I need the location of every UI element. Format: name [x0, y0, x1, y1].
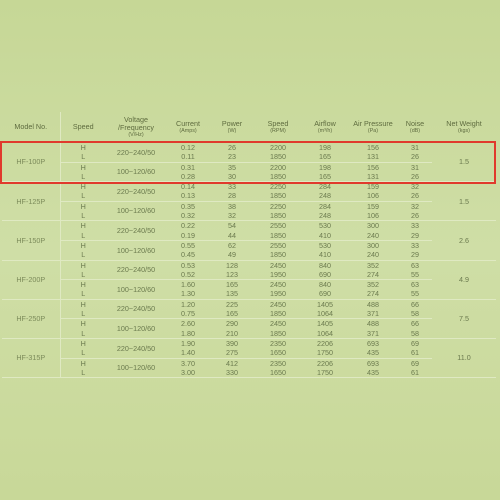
speed-cell: H	[80, 319, 86, 329]
pressure-cell: 693	[367, 358, 379, 368]
table-row	[2, 299, 496, 309]
airflow-cell: 1064	[302, 309, 348, 319]
power-cell: 128	[226, 260, 238, 270]
current-cell: 0.53	[181, 260, 195, 270]
noise-cell: 66	[411, 299, 419, 309]
speed-cell: H	[80, 299, 86, 309]
current-cell: 0.31	[181, 162, 195, 172]
noise-cell: 58	[398, 309, 432, 319]
airflow-cell: 840	[319, 280, 331, 290]
current-cell: 3.70	[181, 358, 195, 368]
table-row	[2, 280, 496, 290]
power-cell: 30	[210, 172, 254, 182]
airflow-cell: 840	[319, 260, 331, 270]
current-cell: 1.90	[181, 338, 195, 348]
power-cell: 32	[210, 211, 254, 221]
current-cell: 1.30	[166, 289, 210, 299]
table-row	[2, 211, 496, 221]
voltage-cell: 100~120/60	[106, 358, 166, 378]
airflow-cell: 530	[319, 240, 331, 250]
power-cell: 38	[228, 201, 236, 211]
pressure-cell: 352	[367, 280, 379, 290]
airflow-cell: 1405	[317, 299, 333, 309]
table-row	[2, 162, 496, 172]
current-cell: 1.60	[181, 280, 195, 290]
noise-cell: 29	[398, 250, 432, 260]
voltage-cell: 220~240/50	[106, 182, 166, 202]
fan-spec-table	[2, 112, 496, 378]
model-number-cell: HF-150P	[2, 221, 60, 260]
airflow-cell: 284	[319, 182, 331, 192]
column-header-label: Noise	[405, 118, 425, 128]
speed-cell: H	[80, 221, 86, 231]
pressure-cell: 274	[348, 289, 398, 299]
noise-cell: 26	[398, 172, 432, 182]
speed-cell: L	[60, 250, 106, 260]
rpm-cell: 2250	[270, 182, 286, 192]
current-cell: 0.28	[166, 172, 210, 182]
column-header-label: Model No.	[14, 121, 48, 131]
pressure-cell: 106	[348, 191, 398, 201]
power-cell: 33	[228, 182, 236, 192]
speed-cell: L	[60, 152, 106, 162]
airflow-cell: 165	[302, 152, 348, 162]
table-row	[2, 240, 496, 250]
column-header	[210, 112, 254, 143]
table-row	[2, 172, 496, 182]
column-header-unit: (V/Hz)	[128, 132, 144, 139]
noise-cell: 69	[411, 338, 419, 348]
column-header-unit: (kgs)	[458, 128, 470, 135]
speed-cell: L	[60, 172, 106, 182]
airflow-cell: 1750	[302, 368, 348, 378]
speed-cell: L	[60, 270, 106, 280]
pressure-cell: 435	[348, 368, 398, 378]
pressure-cell: 131	[348, 172, 398, 182]
voltage-cell: 100~120/60	[106, 319, 166, 339]
net-weight-cell: 4.9	[432, 260, 496, 299]
current-cell: 0.75	[166, 309, 210, 319]
table-row	[2, 152, 496, 162]
table-row	[2, 338, 496, 348]
model-number-cell: HF-125P	[2, 182, 60, 221]
net-weight-cell: 1.5	[432, 143, 496, 182]
noise-cell: 33	[411, 221, 419, 231]
airflow-cell: 248	[302, 191, 348, 201]
rpm-cell: 1850	[254, 250, 302, 260]
column-header-label: Air Pressure	[353, 118, 393, 128]
column-header	[106, 112, 166, 143]
rpm-cell: 2350	[270, 358, 286, 368]
model-number-cell: HF-100P	[2, 143, 60, 182]
speed-cell: H	[80, 143, 86, 152]
voltage-cell: 220~240/50	[106, 143, 166, 163]
speed-cell: L	[60, 289, 106, 299]
voltage-cell: 220~240/50	[106, 338, 166, 358]
column-header-unit: (dB)	[409, 128, 421, 135]
noise-cell: 26	[398, 152, 432, 162]
model-number-cell: HF-200P	[2, 260, 60, 299]
pressure-cell: 488	[367, 319, 379, 329]
table-row	[2, 270, 496, 280]
power-cell: 23	[210, 152, 254, 162]
noise-cell: 61	[398, 348, 432, 358]
column-header	[348, 112, 398, 143]
table-row	[2, 319, 496, 329]
table-row	[2, 348, 496, 358]
pressure-cell: 371	[348, 309, 398, 319]
current-cell: 3.00	[166, 368, 210, 378]
noise-cell: 63	[411, 260, 419, 270]
current-cell: 0.19	[166, 231, 210, 241]
power-cell: 62	[228, 240, 236, 250]
table-row	[2, 182, 496, 192]
rpm-cell: 2200	[270, 143, 286, 152]
table-body	[2, 143, 496, 378]
table-row	[2, 289, 496, 299]
noise-cell: 66	[411, 319, 419, 329]
noise-cell: 31	[411, 143, 419, 152]
airflow-cell: 530	[319, 221, 331, 231]
pressure-cell: 159	[367, 201, 379, 211]
power-cell: 35	[228, 162, 236, 172]
power-cell: 330	[210, 368, 254, 378]
airflow-cell: 1405	[317, 319, 333, 329]
rpm-cell: 2450	[270, 280, 286, 290]
rpm-cell: 1650	[254, 368, 302, 378]
table-row	[2, 309, 496, 319]
voltage-cell: 220~240/50	[106, 221, 166, 241]
airflow-cell: 2206	[317, 358, 333, 368]
table-row	[2, 191, 496, 201]
table-row	[2, 250, 496, 260]
pressure-cell: 300	[367, 240, 379, 250]
current-cell: 0.14	[181, 182, 195, 192]
voltage-cell: 100~120/60	[106, 162, 166, 182]
airflow-cell: 410	[302, 231, 348, 241]
column-header-label: Airflow	[314, 118, 336, 128]
table-row	[2, 201, 496, 211]
airflow-cell: 165	[302, 172, 348, 182]
current-cell: 0.22	[181, 221, 195, 231]
noise-cell: 32	[411, 182, 419, 192]
column-header-unit: (Amps)	[179, 128, 197, 135]
column-header-label: Current	[176, 118, 200, 128]
table-row	[2, 368, 496, 378]
speed-cell: H	[80, 201, 86, 211]
current-cell: 0.45	[166, 250, 210, 260]
power-cell: 49	[210, 250, 254, 260]
current-cell: 0.13	[166, 191, 210, 201]
power-cell: 165	[226, 280, 238, 290]
power-cell: 28	[210, 191, 254, 201]
power-cell: 210	[210, 329, 254, 339]
pressure-cell: 131	[348, 152, 398, 162]
pressure-cell: 488	[367, 299, 379, 309]
noise-cell: 58	[398, 329, 432, 339]
noise-cell: 31	[411, 162, 419, 172]
speed-cell: L	[60, 191, 106, 201]
column-header	[60, 112, 106, 143]
rpm-cell: 2550	[270, 240, 286, 250]
speed-cell: L	[60, 348, 106, 358]
speed-cell: L	[60, 309, 106, 319]
table-row	[2, 329, 496, 339]
airflow-cell: 248	[302, 211, 348, 221]
pressure-cell: 240	[348, 250, 398, 260]
airflow-cell: 1750	[302, 348, 348, 358]
rpm-cell: 1850	[254, 329, 302, 339]
pressure-cell: 106	[348, 211, 398, 221]
noise-cell: 26	[398, 191, 432, 201]
speed-cell: H	[80, 182, 86, 192]
power-cell: 275	[210, 348, 254, 358]
speed-cell: L	[60, 211, 106, 221]
table-row	[2, 358, 496, 368]
header-row	[2, 112, 496, 143]
pressure-cell: 274	[348, 270, 398, 280]
speed-cell: H	[80, 338, 86, 348]
noise-cell: 55	[398, 270, 432, 280]
column-header-label: Net Weight	[446, 118, 482, 128]
pressure-cell: 240	[348, 231, 398, 241]
speed-cell: L	[60, 368, 106, 378]
net-weight-cell: 7.5	[432, 299, 496, 338]
speed-cell: L	[60, 329, 106, 339]
noise-cell: 61	[398, 368, 432, 378]
airflow-cell: 690	[302, 270, 348, 280]
airflow-cell: 284	[319, 201, 331, 211]
airflow-cell: 198	[319, 143, 331, 152]
current-cell: 0.12	[181, 143, 195, 152]
current-cell: 0.32	[166, 211, 210, 221]
pressure-cell: 371	[348, 329, 398, 339]
power-cell: 54	[228, 221, 236, 231]
rpm-cell: 2550	[270, 221, 286, 231]
column-header-unit: (W)	[227, 128, 237, 135]
rpm-cell: 1850	[254, 152, 302, 162]
current-cell: 1.40	[166, 348, 210, 358]
column-header-label: Voltage /Frequency	[118, 114, 154, 132]
power-cell: 135	[210, 289, 254, 299]
pressure-cell: 300	[367, 221, 379, 231]
pressure-cell: 693	[367, 338, 379, 348]
airflow-cell: 1064	[302, 329, 348, 339]
rpm-cell: 1650	[254, 348, 302, 358]
airflow-cell: 410	[302, 250, 348, 260]
power-cell: 123	[210, 270, 254, 280]
current-cell: 2.60	[181, 319, 195, 329]
voltage-cell: 100~120/60	[106, 201, 166, 221]
model-number-cell: HF-315P	[2, 338, 60, 377]
table-row	[2, 231, 496, 241]
airflow-cell: 198	[319, 162, 331, 172]
voltage-cell: 100~120/60	[106, 280, 166, 300]
current-cell: 0.35	[181, 201, 195, 211]
rpm-cell: 2350	[270, 338, 286, 348]
column-header-unit: (RPM)	[270, 128, 286, 135]
column-header	[166, 112, 210, 143]
speed-cell: H	[80, 358, 86, 368]
column-header-unit: (Pa)	[367, 128, 379, 135]
column-header	[398, 112, 432, 143]
rpm-cell: 2450	[270, 299, 286, 309]
rpm-cell: 1850	[254, 211, 302, 221]
column-header-label: Power	[221, 118, 243, 128]
power-cell: 165	[210, 309, 254, 319]
power-cell: 390	[226, 338, 238, 348]
power-cell: 290	[226, 319, 238, 329]
pressure-cell: 156	[367, 143, 379, 152]
speed-cell: H	[80, 240, 86, 250]
current-cell: 0.52	[166, 270, 210, 280]
rpm-cell: 2450	[270, 260, 286, 270]
pressure-cell: 159	[367, 182, 379, 192]
noise-cell: 55	[398, 289, 432, 299]
current-cell: 1.80	[166, 329, 210, 339]
table-row	[2, 260, 496, 270]
rpm-cell: 1850	[254, 231, 302, 241]
speed-cell: H	[80, 280, 86, 290]
speed-cell: L	[60, 231, 106, 241]
airflow-cell: 2206	[317, 338, 333, 348]
table-row	[2, 143, 496, 153]
rpm-cell: 1950	[254, 289, 302, 299]
voltage-cell: 220~240/50	[106, 260, 166, 280]
noise-cell: 29	[398, 231, 432, 241]
net-weight-cell: 2.6	[432, 221, 496, 260]
column-header-label: Speed	[72, 121, 94, 131]
rpm-cell: 2200	[270, 162, 286, 172]
column-header	[254, 112, 302, 143]
pressure-cell: 352	[367, 260, 379, 270]
noise-cell: 63	[411, 280, 419, 290]
column-header-unit: (m³/h)	[317, 128, 333, 135]
rpm-cell: 2250	[270, 201, 286, 211]
current-cell: 0.55	[181, 240, 195, 250]
table-row	[2, 221, 496, 231]
speed-cell: H	[80, 162, 86, 172]
power-cell: 412	[226, 358, 238, 368]
column-header	[302, 112, 348, 143]
noise-cell: 26	[398, 211, 432, 221]
column-header	[432, 112, 496, 143]
noise-cell: 33	[411, 240, 419, 250]
net-weight-cell: 11.0	[432, 338, 496, 377]
pressure-cell: 435	[348, 348, 398, 358]
power-cell: 26	[228, 143, 236, 152]
current-cell: 1.20	[181, 299, 195, 309]
rpm-cell: 1850	[254, 309, 302, 319]
noise-cell: 32	[411, 201, 419, 211]
voltage-cell: 100~120/60	[106, 240, 166, 260]
net-weight-cell: 1.5	[432, 182, 496, 221]
voltage-cell: 220~240/50	[106, 299, 166, 319]
power-cell: 44	[210, 231, 254, 241]
noise-cell: 69	[411, 358, 419, 368]
rpm-cell: 1950	[254, 270, 302, 280]
rpm-cell: 1850	[254, 172, 302, 182]
rpm-cell: 1850	[254, 191, 302, 201]
current-cell: 0.11	[166, 152, 210, 162]
column-header	[2, 112, 60, 143]
power-cell: 225	[226, 299, 238, 309]
pressure-cell: 156	[367, 162, 379, 172]
model-number-cell: HF-250P	[2, 299, 60, 338]
rpm-cell: 2450	[270, 319, 286, 329]
column-header-label: Speed	[267, 118, 289, 128]
airflow-cell: 690	[302, 289, 348, 299]
speed-cell: H	[80, 260, 86, 270]
